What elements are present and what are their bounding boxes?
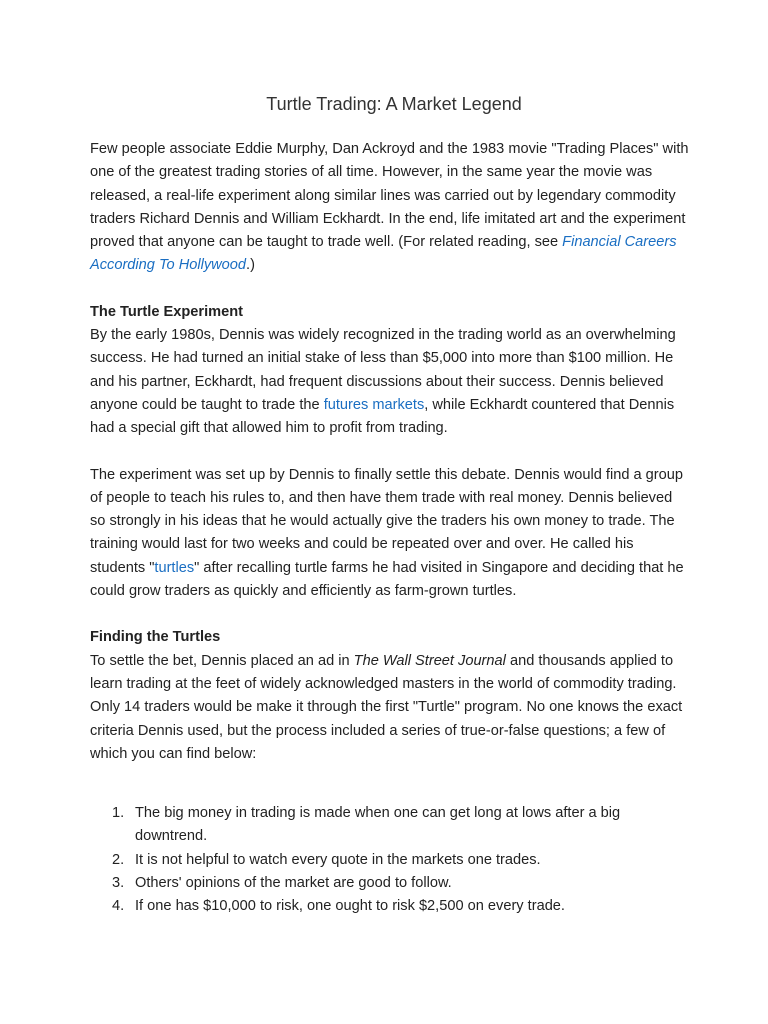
page-title: Turtle Trading: A Market Legend	[266, 94, 522, 114]
questions-list	[90, 802, 690, 918]
article	[90, 92, 690, 919]
wsj-title: The Wall Street Journal	[353, 652, 506, 669]
experiment-paragraph-2	[90, 464, 690, 604]
list-item-text: It is not helpful to watch every quote in the markets one trades.	[135, 851, 541, 868]
hollywood-careers-link[interactable]: Financial Careers According To Hollywood	[90, 234, 677, 274]
turtles-link[interactable]: turtles	[154, 559, 195, 576]
spacer	[90, 278, 690, 301]
experiment-text: By the early 1980s, Dennis was widely recognized in the trading world as an overwhelming success. He had turned an initial stake of less than $5,000 into more than $100 million. He and his partner, Eckhardt, had frequent discussions about their success. Dennis believed anyone could be taught to trade the	[90, 327, 676, 413]
list-number: 1.	[112, 805, 125, 822]
finding-text: To settle the bet, Dennis placed an ad in	[90, 652, 354, 669]
futures-markets-link[interactable]: futures markets	[323, 396, 425, 413]
spacer	[90, 603, 690, 626]
section-heading-turtle-experiment: The Turtle Experiment	[90, 303, 243, 320]
intro-text: Few people associate Eddie Murphy, Dan Ackroyd and the 1983 movie "Trading Places" with one of the greatest trading stories of all time. However, in the same year the movie was released, a real-life experiment along similar lines was carried out by legendary commodity traders Richard Dennis and William Eckhardt. In the end, life imitated art and the experiment proved that anyone can be taught to trade well. (For related reading, see	[90, 141, 689, 251]
experiment-text-2: The experiment was set up by Dennis to finally settle this debate. Dennis would find a group of people to teach his rules to, and then have them trade with real money. Dennis believed so strongly in his ideas that he would actually give the traders his own money to trade. The training would last for two weeks and could be repeated over and over. He called his students "	[90, 466, 683, 576]
intro-text-end: .)	[246, 257, 255, 274]
list-item	[90, 802, 690, 849]
experiment-paragraph-1	[90, 324, 690, 440]
spacer	[90, 441, 690, 464]
section-heading-finding-turtles: Finding the Turtles	[90, 629, 221, 646]
list-item	[90, 895, 690, 918]
list-number: 4.	[112, 898, 125, 915]
experiment-text-end: , while Eckhardt countered that Dennis had a special gift that allowed him to profit from trading.	[90, 396, 675, 437]
list-number: 2.	[112, 851, 125, 868]
list-item	[90, 849, 690, 872]
list-item-text: Others' opinions of the market are good to follow.	[135, 875, 452, 892]
list-item	[90, 872, 690, 895]
list-number: 3.	[112, 875, 125, 892]
list-item-text: The big money in trading is made when one can get long at lows after a big downtrend.	[135, 805, 621, 845]
intro-paragraph	[90, 138, 690, 278]
finding-text-end: and thousands applied to learn trading at the feet of widely acknowledged masters in the world of commodity trading. Only 14 traders would be make it through the first "Turtle" program. No one knows the exact criteria Dennis used, but the process included a series of true-or-false questions; a few of which you can find below:	[90, 652, 683, 762]
list-item-text: If one has $10,000 to risk, one ought to risk $2,500 on every trade.	[135, 898, 565, 915]
finding-turtles-paragraph	[90, 650, 690, 766]
experiment-text-2-end: " after recalling turtle farms he had visited in Singapore and deciding that he could grow traders as quickly and efficiently as farm-grown turtles.	[90, 559, 684, 600]
